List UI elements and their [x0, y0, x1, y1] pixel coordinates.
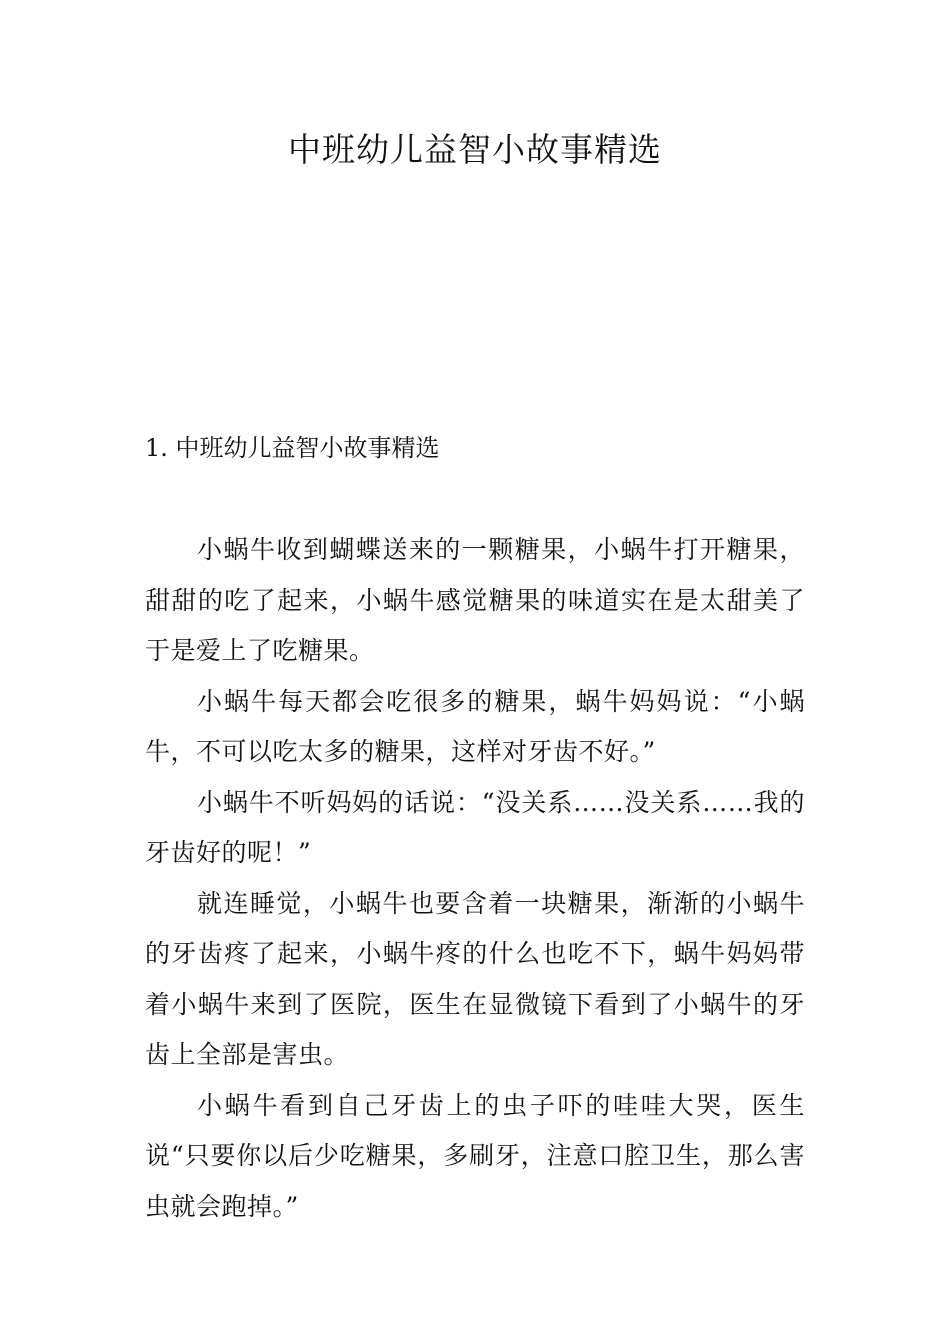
paragraph-2: 小蜗牛每天都会吃很多的糖果，蜗牛妈妈说：“小蜗牛，不可以吃太多的糖果，这样对牙齿不好。”: [145, 686, 805, 766]
paragraph-3: 小蜗牛不听妈妈的话说：“没关系……没关系……我的牙齿好的呢！”: [145, 787, 805, 867]
section-heading: 1. 中班幼儿益智小故事精选: [145, 434, 440, 462]
paragraph-5: 小蜗牛看到自己牙齿上的虫子吓的哇哇大哭，医生说“只要你以后少吃糖果，多刷牙，注意口腔卫生，那么害虫就会跑掉。”: [145, 1090, 805, 1221]
document-title: 中班幼儿益智小故事精选: [288, 130, 662, 169]
paragraph-1: 小蜗牛收到蝴蝶送来的一颗糖果，小蜗牛打开糖果，甜甜的吃了起来，小蜗牛感觉糖果的味道实在是太甜美了于是爱上了吃糖果。: [145, 535, 805, 665]
paragraph-4: 就连睡觉，小蜗牛也要含着一块糖果，渐渐的小蜗牛的牙齿疼了起来，小蜗牛疼的什么也吃不下，蜗牛妈妈带着小蜗牛来到了医院，医生在显微镜下看到了小蜗牛的牙齿上全部是害虫。: [145, 888, 805, 1069]
story-body: [145, 525, 805, 1232]
